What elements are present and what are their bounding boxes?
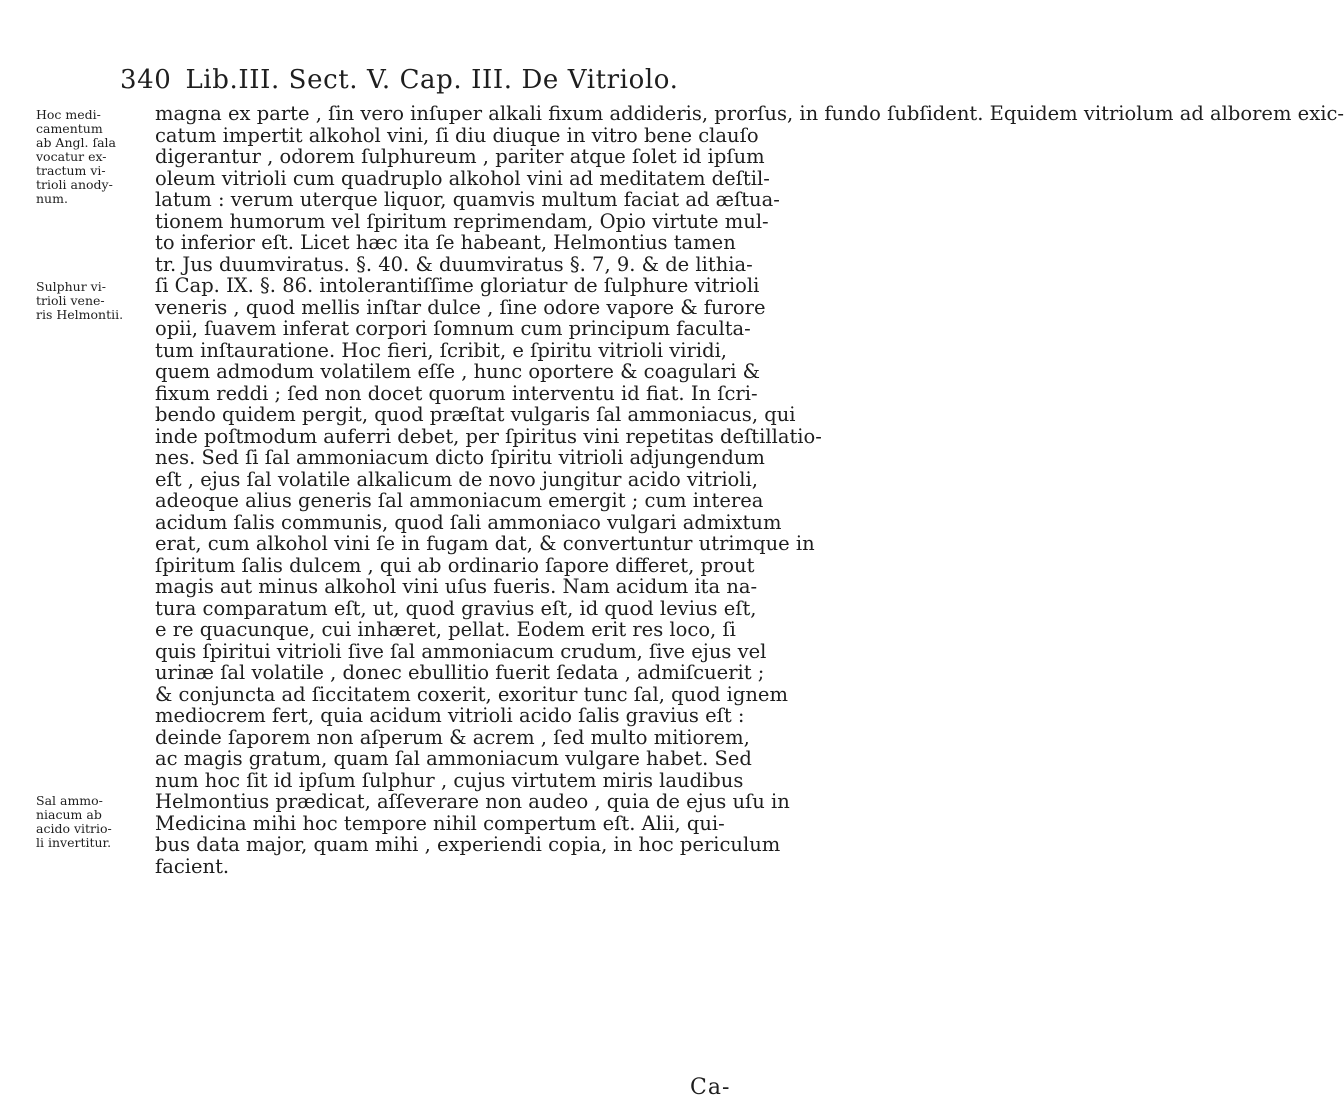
margin-note-medicament [36, 108, 154, 206]
margin-note-line: Sal ammo- [36, 793, 103, 808]
margin-note-line: Sulphur vi- [36, 279, 106, 294]
text-line: catum impertit alkohol vini, ſi diu diuque in vitro bene clauſo [155, 123, 759, 147]
margin-note-line: camentum [36, 121, 103, 136]
margin-note-line: acido vitrio- [36, 821, 112, 836]
text-line: bus data major, quam mihi , experiendi copia, in hoc periculum [155, 833, 781, 856]
margin-note-line: niacum ab [36, 807, 102, 822]
margin-note-sulphur [36, 280, 154, 322]
page-number: 340 [120, 65, 172, 95]
text-line: fixum reddi ; ſed non docet quorum interventu id fiat. In ſcri- [155, 381, 758, 405]
text-line: Helmontius prædicat, aſſeverare non audeo , quia de ejus uſu in [155, 790, 790, 813]
text-line: erat, cum alkohol vini ſe in fugam dat, & convertuntur utrimque in [155, 532, 815, 555]
text-line: latum : verum uterque liquor, quamvis multum faciat ad æſtua- [155, 188, 780, 211]
margin-note-line: li invertitur. [36, 835, 112, 850]
text-line: opii, ſuavem inferat corpori ſomnum cum principum faculta- [155, 317, 751, 340]
text-line: adeoque alius generis ſal ammoniacum emergit ; cum interea [155, 489, 764, 512]
margin-note-line: trioli anody- [36, 177, 113, 192]
margin-note-line: tractum vi- [36, 163, 106, 178]
margin-note-sal-ammoniacum [36, 794, 154, 850]
text-line: veneris , quod mellis inſtar dulce , ſine odore vapore & furore [155, 295, 766, 319]
catchword: Ca- [690, 1075, 731, 1100]
text-line: tr. Jus duumviratus. §. 40. & duumviratus §. 7, 9. & de lithia- [155, 252, 753, 276]
text-line: Medicina mihi hoc tempore nihil compertum eſt. Alii, qui- [155, 811, 725, 835]
text-line: facient. [155, 854, 230, 878]
margin-note-line: vocatur ex- [36, 149, 107, 164]
margin-note-line: ab Angl. ſala [36, 135, 116, 150]
text-line: mediocrem fert, quia acidum vitrioli acido ſalis gravius eſt : [155, 704, 745, 727]
text-line: magis aut minus alkohol vini uſus fueris. Nam acidum ita na- [155, 575, 758, 598]
text-line: magna ex parte , ſin vero inſuper alkali fixum addideris, prorſus, in fundo ſubſident. Equidem vitriolum ad alborem exic- [155, 102, 1344, 125]
text-line: ſpiritum ſalis dulcem , qui ab ordinario ſapore differet, prout [155, 553, 755, 577]
text-line: ſi Cap. IX. §. 86. intolerantiſſime gloriatur de ſulphure vitrioli [155, 274, 760, 297]
running-title: Lib.III. Sect. V. Cap. III. De Vitriolo. [185, 65, 679, 95]
margin-note-line: Hoc medi- [36, 107, 101, 122]
text-line: ac magis gratum, quam ſal ammoniacum vulgare habet. Sed [155, 747, 752, 770]
text-line: oleum vitrioli cum quadruplo alkohol vini ad meditatem deſtil- [155, 166, 770, 190]
text-line: to inferior eſt. Licet hæc ita ſe habeant, Helmontius tamen [155, 231, 736, 254]
text-line: num hoc ſit id ipſum ſulphur , cujus virtutem miris laudibus [155, 768, 744, 792]
text-line: tum inſtauratione. Hoc fieri, ſcribit, e ſpiritu vitrioli viridi, [155, 338, 728, 362]
text-line: deinde ſaporem non aſperum & acrem , ſed multo mitiorem, [155, 725, 750, 749]
text-line: eſt , ejus ſal volatile alkalicum de novo jungitur acido vitrioli, [155, 467, 758, 491]
text-line: nes. Sed ſi ſal ammoniacum dicto ſpiritu vitrioli adjungendum [155, 446, 765, 469]
text-line: tura comparatum eſt, ut, quod gravius eſt, id quod levius eſt, [155, 596, 757, 620]
main-text-block [155, 102, 1344, 878]
text-line: & conjuncta ad ſiccitatem coxerit, exoritur tunc ſal, quod ignem [155, 682, 788, 706]
text-line: tionem humorum vel ſpiritum reprimendam, Opio virtute mul- [155, 209, 769, 233]
margin-note-line: trioli vene- [36, 293, 105, 308]
text-line: inde poſtmodum auferri debet, per ſpiritus vini repetitas deſtillatio- [155, 424, 822, 448]
text-line: acidum ſalis communis, quod ſali ammoniaco vulgari admixtum [155, 510, 782, 534]
text-line: digerantur , odorem ſulphureum , pariter atque ſolet id ipſum [155, 145, 765, 168]
margin-note-line: num. [36, 191, 68, 206]
text-line: quis ſpiritui vitrioli ſive ſal ammoniacum crudum, ſive ejus vel [155, 639, 767, 663]
text-line: quem admodum volatilem eſſe , hunc oportere & coagulari & [155, 360, 760, 383]
text-line: e re quacunque, cui inhæret, pellat. Eodem erit res loco, ſi [155, 618, 736, 641]
margin-note-line: ris Helmontii. [36, 307, 124, 322]
text-line: bendo quidem pergit, quod præſtat vulgaris ſal ammoniacus, qui [155, 403, 796, 426]
running-header [120, 58, 720, 102]
text-line: urinæ ſal volatile , donec ebullitio fuerit ſedata , admiſcuerit ; [155, 661, 765, 684]
